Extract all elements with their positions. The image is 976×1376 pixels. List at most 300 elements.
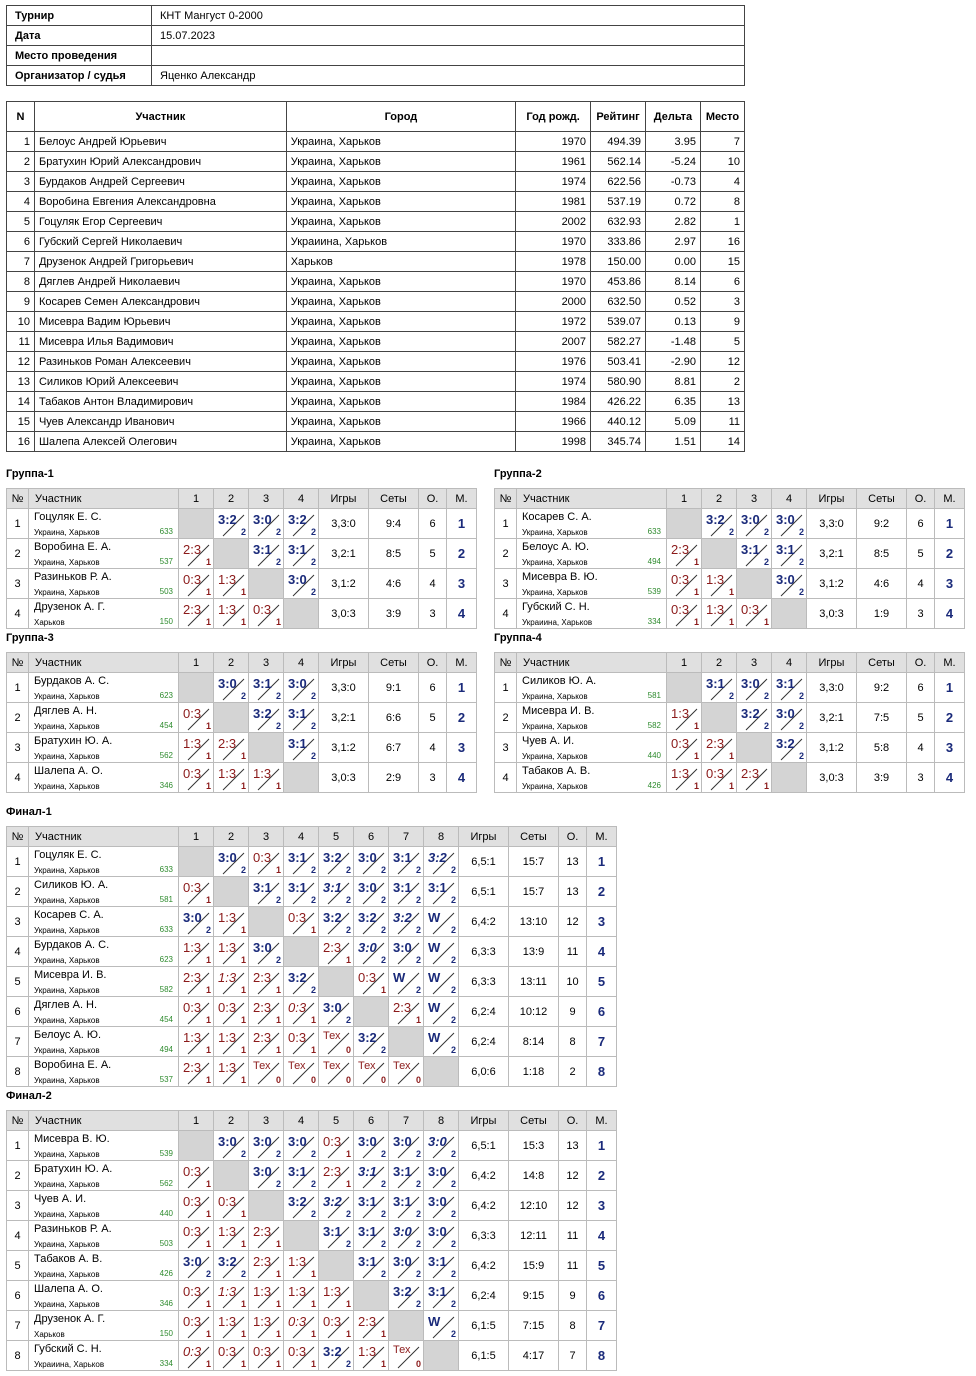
player-rating: 454 [159,721,173,730]
result-cell [354,847,389,877]
player-place: 2 [447,703,477,733]
score: 3:1 [253,676,272,691]
player-city: Украина, Харьков [34,1210,100,1219]
result-cell [214,1057,249,1087]
participant-cell: 1972 [516,312,591,332]
player-points: 4 [907,569,935,599]
info-row [7,6,745,26]
participants-header-cell: Участник [34,102,286,132]
match-points: 1 [205,985,211,995]
participant-cell: Украиина, Харьков [286,232,516,252]
info-row [7,26,745,46]
match-points: 2 [450,1209,456,1219]
player-sets: 15:7 [509,847,559,877]
participant-cell: 9 [700,312,744,332]
result-cell [319,1341,354,1371]
participant-cell: Гоцуляк Егор Сергеевич [34,212,286,232]
score: 1:3 [218,910,237,925]
result-cell [249,1341,284,1371]
match-points: 2 [310,691,316,701]
player-place: 2 [587,877,617,907]
participant-cell: 11 [700,412,744,432]
match-points: 1 [345,1299,351,1309]
participant-row [7,312,745,332]
result-cell [772,539,807,569]
player-no: 4 [7,1221,29,1251]
player-games: 3,0:3 [319,599,369,629]
player-sets: 2:9 [369,763,419,793]
match-points: 2 [380,895,386,905]
participant-cell: Украина, Харьков [286,292,516,312]
group-player-row [495,763,965,793]
header-opponent-no: 1 [179,489,214,509]
result-cell [424,847,459,877]
player-no: 4 [495,763,517,793]
result-cell [284,1281,319,1311]
header-place: М. [587,827,617,847]
match-points: 1 [275,1329,281,1339]
score: 2:3 [183,970,202,985]
score: 2:3 [323,1164,342,1179]
participant-cell: 582.27 [591,332,646,352]
score: 0:3 [323,1134,342,1149]
result-cell [702,703,737,733]
result-cell [319,1131,354,1161]
player-points: 13 [559,1131,587,1161]
participant-cell: 2002 [516,212,591,232]
player-sets: 7:15 [509,1311,559,1341]
player-cell [29,1027,179,1057]
participant-cell: Украина, Харьков [286,312,516,332]
result-cell [737,539,772,569]
header-no: № [495,653,517,673]
player-sets: 5:8 [857,733,907,763]
group-player-row [7,1281,617,1311]
result-cell [249,733,284,763]
score: 3:0 [358,880,377,895]
player-no: 4 [7,763,29,793]
header-opponent-no: 1 [179,1111,214,1131]
match-points: 2 [450,1239,456,1249]
score: 3:0 [183,910,202,925]
player-no: 3 [7,907,29,937]
result-cell [214,539,249,569]
player-sets: 10:12 [509,997,559,1027]
header-games: Игры [459,827,509,847]
player-games: 6,2:4 [459,997,509,1027]
result-cell [424,1057,459,1087]
match-points: 1 [310,1299,316,1309]
player-games: 6,4:2 [459,1251,509,1281]
score: Тех [393,1344,411,1356]
group-table [6,488,477,629]
player-points: 12 [559,1161,587,1191]
header-place: М. [447,489,477,509]
match-points: 2 [798,721,804,731]
result-cell [179,1057,214,1087]
player-city: Украина, Харьков [34,1016,100,1025]
player-no: 1 [7,509,29,539]
match-points: 2 [415,1179,421,1189]
player-city: Украина, Харьков [522,692,588,701]
match-points: 1 [240,1045,246,1055]
match-points: 2 [240,1269,246,1279]
header-opponent-no: 8 [424,1111,459,1131]
score: 3:1 [323,1224,342,1239]
player-points: 5 [419,703,447,733]
score: 3:2 [323,910,342,925]
player-games: 6,4:2 [459,907,509,937]
match-points: 2 [450,1329,456,1339]
match-points: 1 [693,587,699,597]
header-opponent-no: 3 [249,489,284,509]
score: 2:3 [183,602,202,617]
participant-cell: 4 [700,172,744,192]
score: 3:0 [253,1134,272,1149]
player-name: Воробина Е. А. [34,541,112,553]
result-cell [249,1057,284,1087]
participant-cell: 1970 [516,272,591,292]
player-name: Белоус А. Ю. [34,1029,102,1041]
player-cell [517,539,667,569]
player-place: 8 [587,1057,617,1087]
score: 1:3 [218,766,237,781]
player-place: 4 [447,763,477,793]
player-name: Бурдаков А. С. [34,675,110,687]
score: 3:1 [288,880,307,895]
score: 3:1 [358,1164,377,1179]
result-cell [389,967,424,997]
player-city: Украина, Харьков [34,692,100,701]
result-cell [319,1221,354,1251]
result-cell [284,539,319,569]
result-cell [389,1311,424,1341]
match-points: 1 [205,751,211,761]
match-points: 1 [240,985,246,995]
header-opponent-no: 4 [284,827,319,847]
result-cell [354,877,389,907]
player-place: 1 [447,673,477,703]
player-points: 3 [907,599,935,629]
player-place: 2 [935,703,965,733]
player-cell [29,907,179,937]
header-opponent-no: 5 [319,827,354,847]
player-games: 3,3:0 [807,509,857,539]
match-points: 2 [205,925,211,935]
score: 3:2 [323,850,342,865]
result-cell [772,599,807,629]
player-no: 2 [7,877,29,907]
match-points: 1 [240,617,246,627]
result-cell [249,569,284,599]
match-points: 1 [275,1269,281,1279]
result-cell [214,1161,249,1191]
player-cell [517,673,667,703]
score: 0:3 [183,1194,202,1209]
player-name: Шалепа А. О. [34,1283,103,1295]
player-cell [29,1131,179,1161]
score: 3:0 [358,850,377,865]
player-city: Украина, Харьков [522,722,588,731]
match-points: 1 [240,1015,246,1025]
player-games: 6,4:2 [459,1161,509,1191]
result-cell [179,763,214,793]
group-player-row [7,1341,617,1371]
player-name: Дяглев А. Н. [34,705,98,717]
participant-cell: 0.13 [646,312,701,332]
score: 1:3 [288,1284,307,1299]
score: 3:1 [428,1284,447,1299]
score: 3:1 [706,676,725,691]
match-points: 2 [275,955,281,965]
participant-row [7,392,745,412]
participant-cell: 345.74 [591,432,646,452]
score: 3:0 [288,676,307,691]
match-points: 1 [205,1075,211,1085]
match-points: 1 [240,751,246,761]
participant-cell: 1970 [516,132,591,152]
score: 3:2 [358,910,377,925]
result-cell [214,763,249,793]
score: 3:2 [288,1194,307,1209]
match-points: 1 [275,617,281,627]
score: 3:0 [218,676,237,691]
match-points: 1 [240,1075,246,1085]
player-rating: 539 [159,1149,173,1158]
header-player: Участник [29,489,179,509]
player-rating: 503 [159,587,173,596]
player-rating: 562 [159,751,173,760]
player-games: 6,5:1 [459,1131,509,1161]
player-name: Разиньков Р. А. [34,571,112,583]
player-city: Украина, Харьков [34,956,100,965]
player-sets: 13:11 [509,967,559,997]
participant-cell: 622.56 [591,172,646,192]
match-points: 1 [345,1179,351,1189]
result-cell [284,509,319,539]
player-cell [29,1281,179,1311]
result-cell [284,1057,319,1087]
match-points: 1 [310,925,316,935]
participant-cell: 15 [700,252,744,272]
player-sets: 8:5 [857,539,907,569]
player-city: Украина, Харьков [522,588,588,597]
score: 1:3 [218,1060,237,1075]
header-sets: Сеты [509,827,559,847]
player-name: Чуев А. И. [522,735,575,747]
score: 1:3 [288,1254,307,1269]
player-city: Украина, Харьков [34,588,100,597]
result-cell [179,997,214,1027]
header-place: М. [935,653,965,673]
match-points: 1 [205,617,211,627]
player-points: 8 [559,1027,587,1057]
player-no: 5 [7,967,29,997]
match-points: 1 [693,617,699,627]
participant-cell: 562.14 [591,152,646,172]
group-table [6,652,477,793]
header-place: М. [587,1111,617,1131]
score: 1:3 [218,1314,237,1329]
result-cell [214,877,249,907]
header-opponent-no: 3 [249,653,284,673]
player-games: 3,1:2 [319,733,369,763]
header-opponent-no: 3 [737,489,772,509]
participant-cell: -5.24 [646,152,701,172]
player-no: 7 [7,1311,29,1341]
match-points: 2 [310,1179,316,1189]
result-cell [667,763,702,793]
group-player-row [7,1057,617,1087]
score: 3:2 [323,1344,342,1359]
result-cell [249,967,284,997]
result-cell [179,937,214,967]
result-cell [702,599,737,629]
header-sets: Сеты [369,653,419,673]
match-points: 2 [728,691,734,701]
player-city: Украиина, Харьков [522,618,593,627]
participant-cell: 503.41 [591,352,646,372]
match-points: 2 [345,925,351,935]
player-points: 4 [907,733,935,763]
match-points: 2 [275,1179,281,1189]
participant-row [7,432,745,452]
result-cell [214,967,249,997]
match-points: 2 [380,1179,386,1189]
participant-cell: Шалепа Алексей Олегович [34,432,286,452]
participant-cell: 14 [700,432,744,452]
group-player-row [495,569,965,599]
header-player: Участник [517,489,667,509]
player-city: Украина, Харьков [34,782,100,791]
match-points: 1 [728,587,734,597]
match-points: 1 [310,1015,316,1025]
participant-cell: 16 [700,232,744,252]
participant-row [7,332,745,352]
player-points: 12 [559,907,587,937]
participant-cell: Чуев Александр Иванович [34,412,286,432]
player-games: 3,0:3 [319,763,369,793]
result-cell [354,1131,389,1161]
player-rating: 440 [159,1209,173,1218]
participant-cell: 5.09 [646,412,701,432]
result-cell [284,997,319,1027]
player-points: 4 [419,569,447,599]
info-value: Яценко Александр [152,66,745,86]
match-points: 1 [380,1359,386,1369]
participant-cell: 537.19 [591,192,646,212]
score: 3:2 [288,970,307,985]
player-place: 5 [587,967,617,997]
participant-row [7,292,745,312]
score: W [428,1000,441,1015]
participants-header-cell: Год рожд. [516,102,591,132]
player-rating: 537 [159,557,173,566]
header-sets: Сеты [509,1111,559,1131]
player-games: 3,3:0 [319,673,369,703]
match-points: 2 [345,895,351,905]
player-cell [29,509,179,539]
score: 3:2 [253,706,272,721]
result-cell [772,733,807,763]
score: 3:1 [358,1224,377,1239]
player-no: 4 [7,599,29,629]
player-points: 12 [559,1191,587,1221]
score: 0:3 [218,1194,237,1209]
participant-cell: 2000 [516,292,591,312]
participant-cell: Косарев Семен Александрович [34,292,286,312]
participant-cell: 1974 [516,372,591,392]
player-sets: 9:4 [369,509,419,539]
result-cell [667,509,702,539]
result-cell [214,673,249,703]
participant-cell: 2 [700,372,744,392]
player-cell [517,599,667,629]
match-points: 2 [763,557,769,567]
player-name: Белоус А. Ю. [522,541,590,553]
player-place: 7 [587,1311,617,1341]
score: 0:3 [253,602,272,617]
result-cell [249,1281,284,1311]
player-sets: 6:6 [369,703,419,733]
match-points: 1 [205,1299,211,1309]
header-opponent-no: 3 [249,827,284,847]
result-cell [354,1191,389,1221]
score: 3:2 [358,1030,377,1045]
result-cell [424,1191,459,1221]
header-points: О. [559,1111,587,1131]
match-points: 2 [345,865,351,875]
result-cell [702,569,737,599]
header-place: М. [447,653,477,673]
result-cell [319,847,354,877]
group-player-row [7,877,617,907]
result-cell [737,569,772,599]
result-cell [319,1027,354,1057]
player-city: Украина, Харьков [34,1180,100,1189]
group-player-row [7,1161,617,1191]
result-cell [284,1191,319,1221]
result-cell [284,877,319,907]
match-points: 2 [798,751,804,761]
match-points: 2 [415,1299,421,1309]
match-points: 1 [275,1015,281,1025]
result-cell [319,907,354,937]
result-cell [214,509,249,539]
player-sets: 15:7 [509,877,559,907]
score: 1:3 [253,1314,272,1329]
score: 1:3 [218,602,237,617]
player-points: 13 [559,877,587,907]
score: 0:3 [323,1314,342,1329]
match-points: 1 [205,721,211,731]
result-cell [214,703,249,733]
participant-row [7,412,745,432]
score: 3:0 [428,1224,447,1239]
player-games: 6,4:2 [459,1191,509,1221]
score: 2:3 [183,1060,202,1075]
group-player-row [495,733,965,763]
score: 2:3 [253,1224,272,1239]
result-cell [389,1027,424,1057]
participant-cell: 8 [700,192,744,212]
player-cell [29,967,179,997]
score: 0:3 [183,1314,202,1329]
player-city: Украина, Харьков [522,558,588,567]
participant-cell: -1.48 [646,332,701,352]
player-no: 1 [7,1131,29,1161]
participant-cell: Харьков [286,252,516,272]
